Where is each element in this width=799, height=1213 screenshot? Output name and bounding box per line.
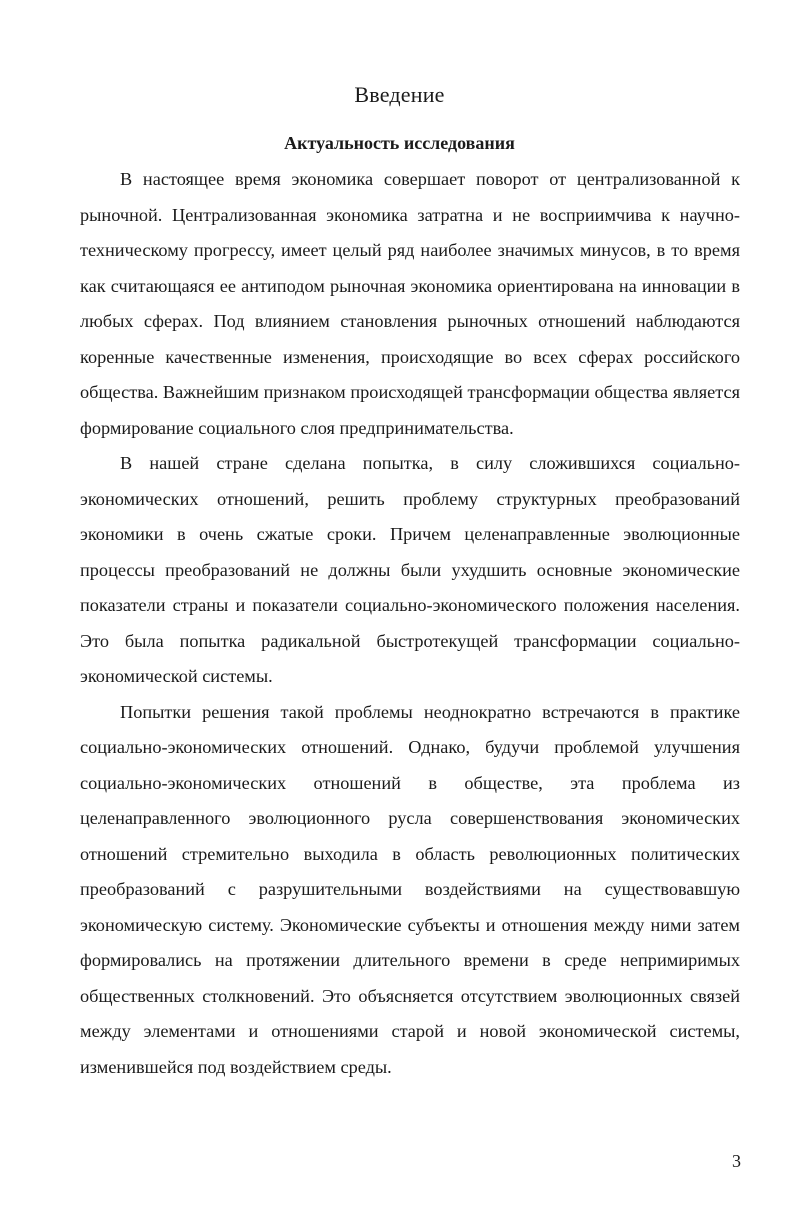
paragraph-3: Попытки решения такой проблемы неоднократно встречаются в практике социально-экономических отношений. Однако, будучи проблемой улучшения социально-экономических отношений в обществе, эта проблема из целенаправленного эволюционного русла совершенствования экономических отношений стремительно выходила в область революционных политических преобразований с разрушительными воздействиями на существовавшую экономическую систему. Экономические субъекты и отношения между ними затем формировались на протяжении длительного времени в среде непримиримых общественных столкновений. Это объясняется отсутствием эволюционных связей между элементами и отношениями старой и новой экономической системы, изменившейся под воздействием среды. — [80, 701, 740, 1077]
page-number: 3 — [732, 1151, 741, 1171]
paragraph-2: В нашей стране сделана попытка, в силу сложившихся социально-экономических отношений, решить проблему структурных преобразований экономики в очень сжатые сроки. Причем целенаправленные эволюционные процессы преобразований не должны были ухудшить основные экономические показатели страны и показатели социально-экономического положения населения. Это была попытка радикальной быстротекущей трансформации социально-экономической системы. — [80, 453, 740, 686]
page-title: Введение — [354, 82, 445, 107]
section-heading: Актуальность исследования — [284, 133, 515, 153]
body-text — [80, 162, 740, 1085]
paragraph-1: В настоящее время экономика совершает поворот от централизованной к рыночной. Централизованная экономика затратна и не восприимчива к научно-техническому прогрессу, имеет целый ряд наиболее значимых минусов, в то время как считающаяся ее антиподом рыночная экономика ориентирована на инновации в любых сферах. Под влиянием становления рыночных отношений наблюдаются коренные качественные изменения, происходящие во всех сферах российского общества. Важнейшим признаком происходящей трансформации общества является формирование социального слоя предпринимательства. — [80, 169, 740, 438]
